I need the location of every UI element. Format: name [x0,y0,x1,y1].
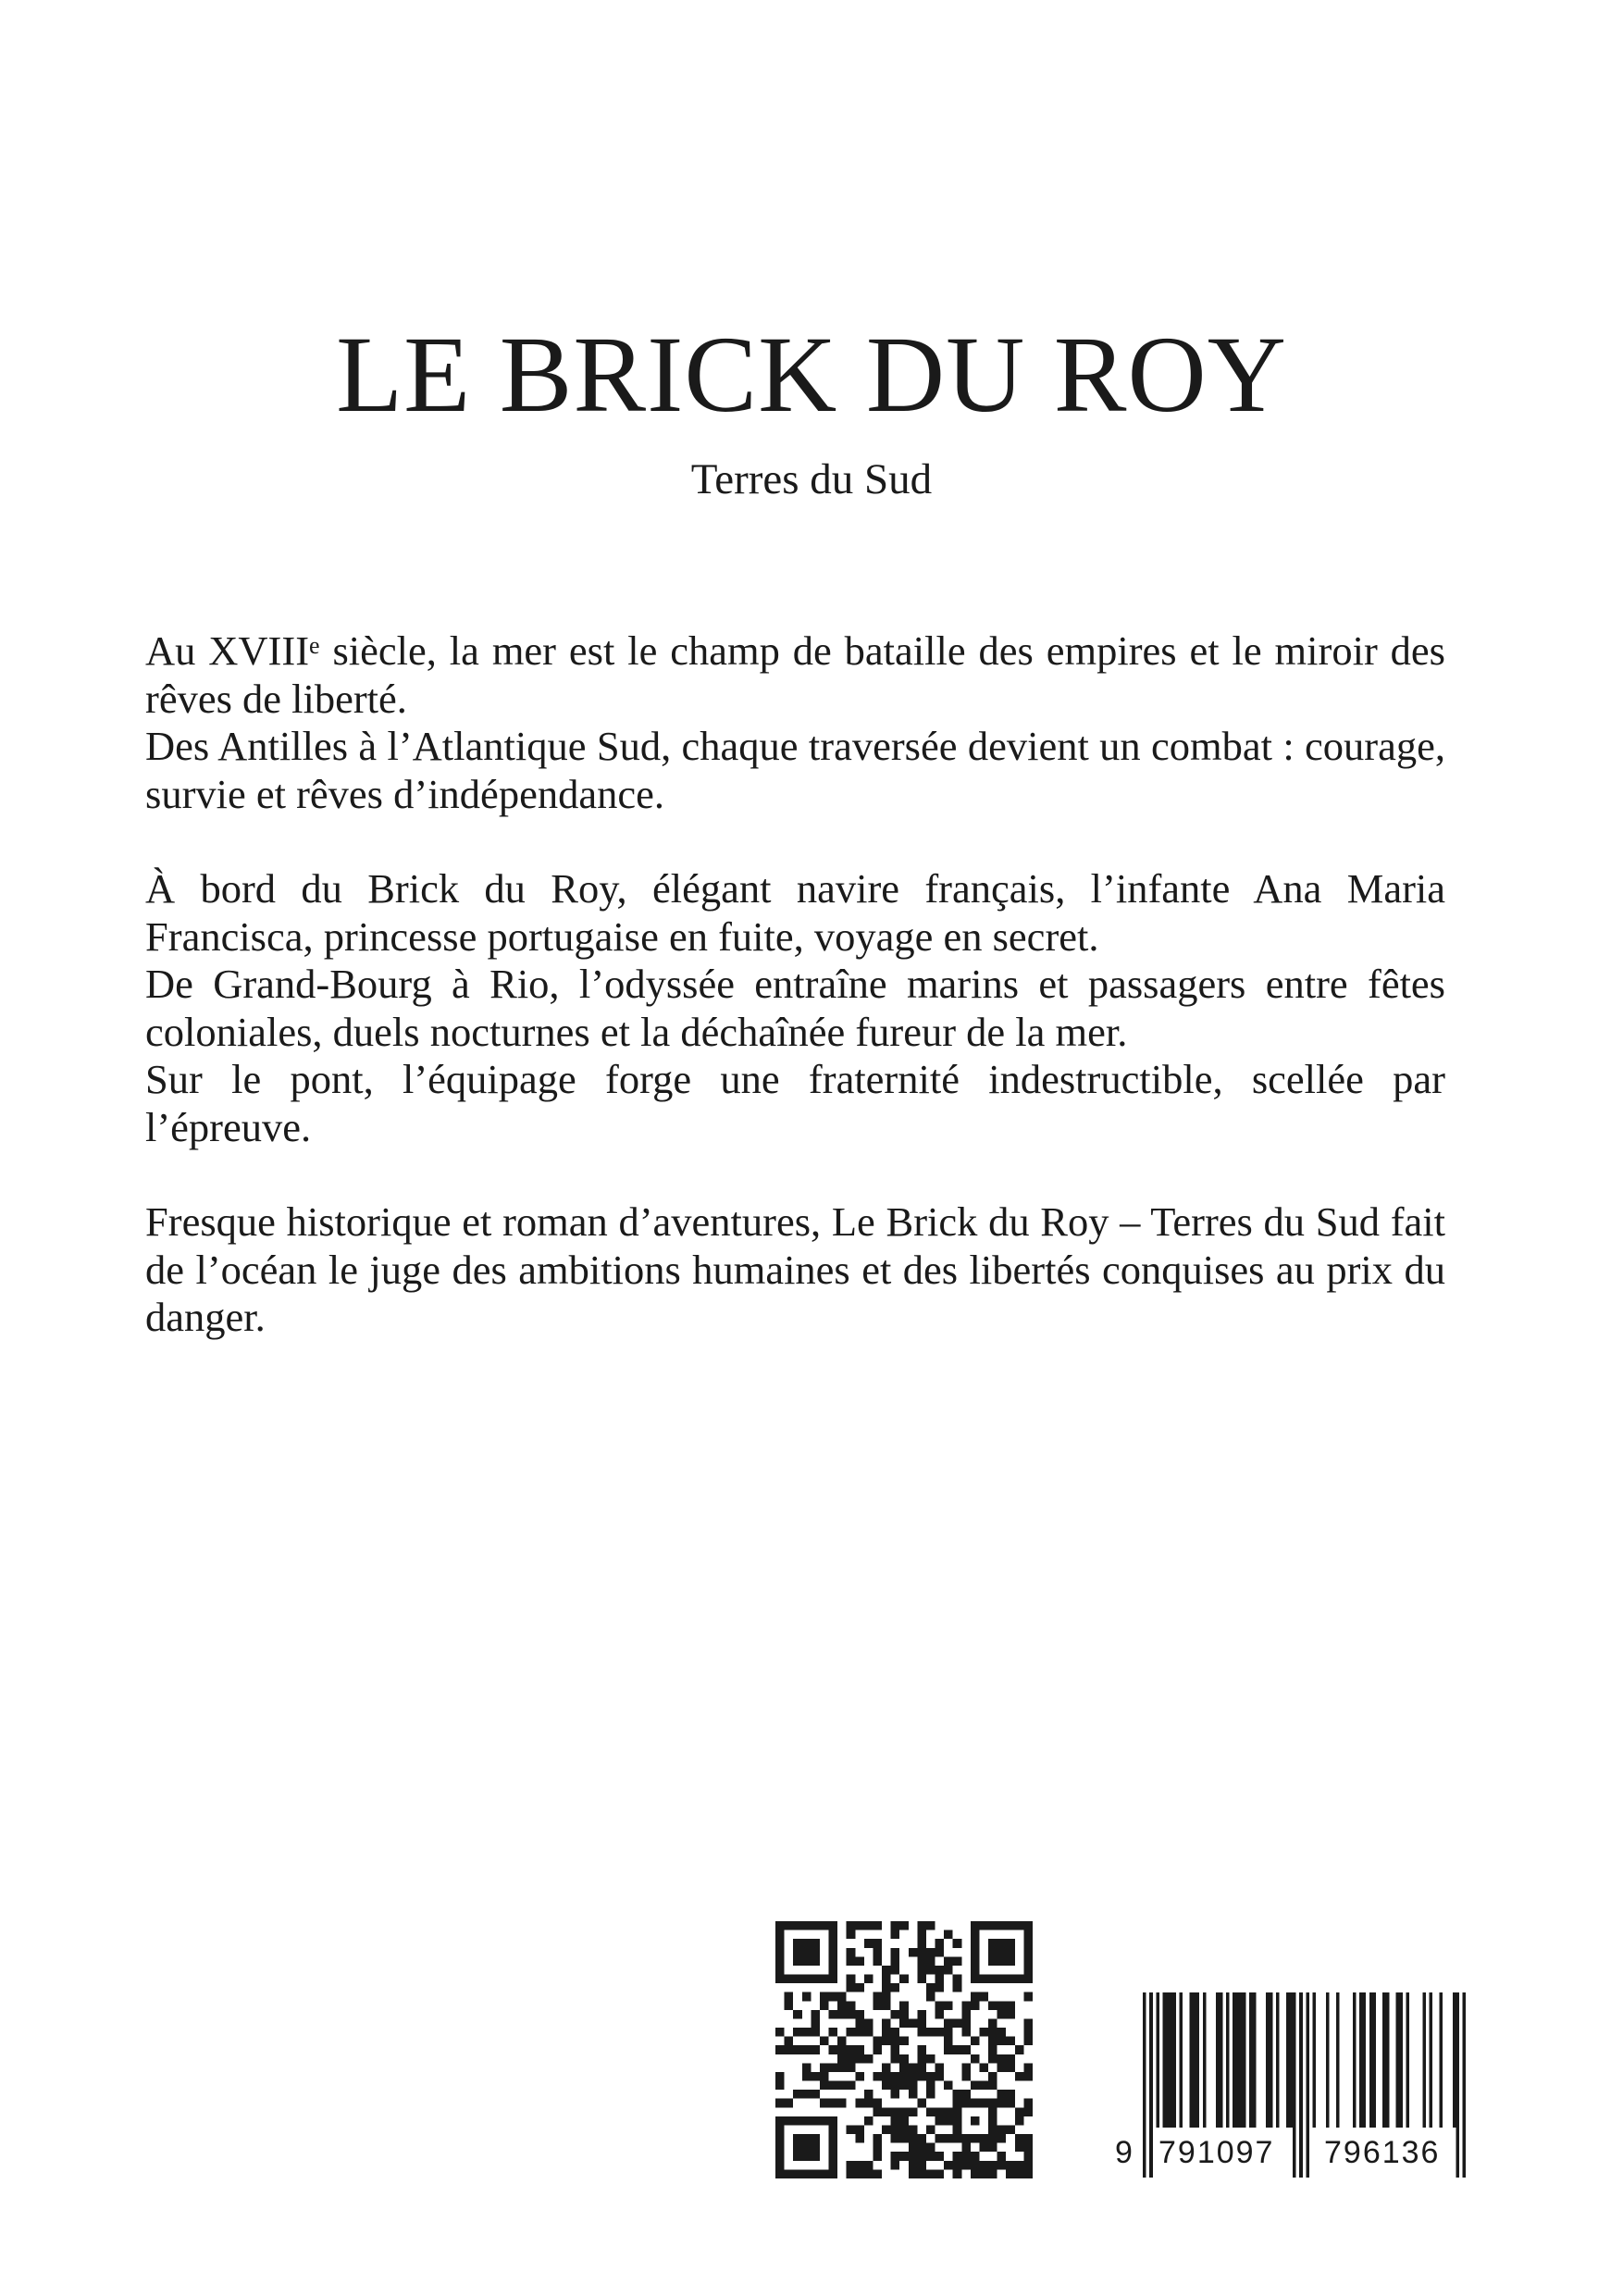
blurb-text: Au XVIII [145,627,310,674]
blurb-paragraph: De Grand-Bourg à Rio, l’odyssée entraîne marins et passagers entre fêtes coloniales, duels nocturnes et la déchaînée fureur de la mer. [145,961,1445,1055]
book-title: LE BRICK DU ROY [336,314,1287,435]
blurb-paragraph: Sur le pont, l’équipage forge une fraternité indestructible, scellée par l’épreuve. [145,1056,1445,1150]
isbn-left-group: 791097 [1158,2135,1275,2170]
blurb-paragraph: Fresque historique et roman d’aventures, Le Brick du Roy – Terres du Sud fait de l’océan le juge des ambitions humaines et des libertés conquises au prix du danger. [145,1198,1445,1340]
back-cover-blurb [145,627,1445,1342]
century-superscript: e [309,632,320,659]
blurb-text: siècle, la mer est le champ de bataille des empires et le miroir des rêves de liberté. [145,627,1445,722]
isbn-right-group: 796136 [1324,2135,1441,2170]
book-subtitle: Terres du Sud [690,455,933,503]
blurb-paragraph: Des Antilles à l’Atlantique Sud, chaque traversée devient un combat : courage, survie et rêves d’indépendance. [145,723,1445,817]
blurb-paragraph: À bord du Brick du Roy, élégant navire français, l’infante Ana Maria Francisca, princesse portugaise en fuite, voyage en secret. [145,865,1445,960]
qr-code-icon [775,1921,1033,2178]
isbn-first-digit: 9 [1115,2135,1134,2170]
blurb-paragraph [145,627,1445,723]
isbn-number [1115,2125,1481,2180]
